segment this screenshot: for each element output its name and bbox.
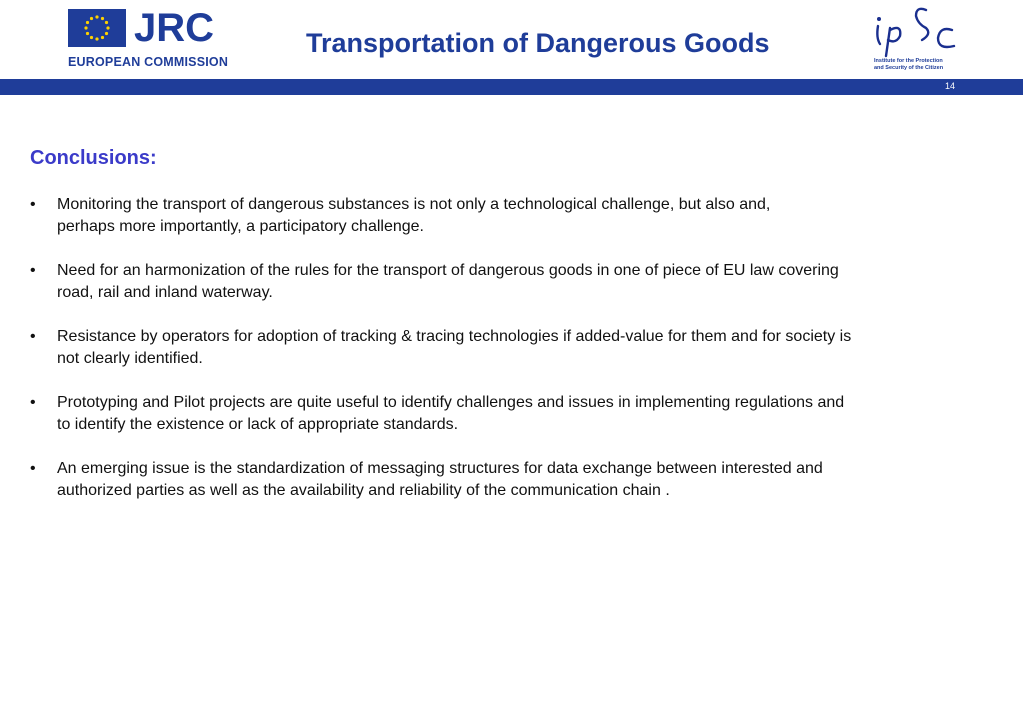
list-item — [30, 458, 980, 502]
eu-flag-icon — [68, 9, 126, 47]
jrc-logo-text: JRC — [134, 6, 215, 50]
bullet-line: not clearly identified. — [57, 350, 203, 367]
ipsc-logo-icon — [868, 4, 960, 58]
european-commission-text: EUROPEAN COMMISSION — [68, 55, 229, 69]
ipsc-logo — [868, 4, 960, 76]
bullet-icon: • — [30, 262, 36, 279]
bullet-line: Monitoring the transport of dangerous substances is not only a technological challenge, but also and, — [57, 196, 771, 213]
bullet-icon: • — [30, 196, 36, 213]
bullet-line: Resistance by operators for adoption of tracking & tracing technologies if added-value for them and for society is — [57, 328, 852, 345]
slide-title: Transportation of Dangerous Goods — [306, 28, 770, 58]
conclusions-list — [30, 194, 980, 524]
jrc-logo — [68, 6, 229, 71]
bullet-line: An emerging issue is the standardization of messaging structures for data exchange between interested and — [57, 460, 823, 477]
bullet-line: authorized parties as well as the availability and reliability of the communication chain . — [57, 482, 670, 499]
conclusions-heading: Conclusions: — [30, 147, 157, 169]
bullet-icon: • — [30, 394, 36, 411]
bullet-icon: • — [30, 328, 36, 345]
ipsc-caption-line1: Institute for the Protection — [874, 58, 943, 64]
bullet-line: Prototyping and Pilot projects are quite useful to identify challenges and issues in implementing regulations and — [57, 394, 845, 411]
bullet-line: to identify the existence or lack of appropriate standards. — [57, 416, 459, 433]
header-bar — [0, 79, 1023, 95]
list-item — [30, 392, 980, 436]
page-number: 14 — [944, 81, 955, 91]
list-item — [30, 194, 980, 238]
list-item — [30, 326, 980, 370]
bullet-line: road, rail and inland waterway. — [57, 284, 273, 301]
ipsc-caption-line2: and Security of the Citizen — [874, 64, 944, 71]
list-item — [30, 260, 980, 304]
ipsc-caption — [874, 58, 966, 71]
bullet-line: perhaps more importantly, a participatory challenge. — [57, 218, 424, 235]
bullet-icon: • — [30, 460, 36, 477]
bullet-line: Need for an harmonization of the rules for the transport of dangerous goods in one of piece of EU law covering — [57, 262, 839, 279]
eu-stars-icon — [68, 9, 126, 47]
